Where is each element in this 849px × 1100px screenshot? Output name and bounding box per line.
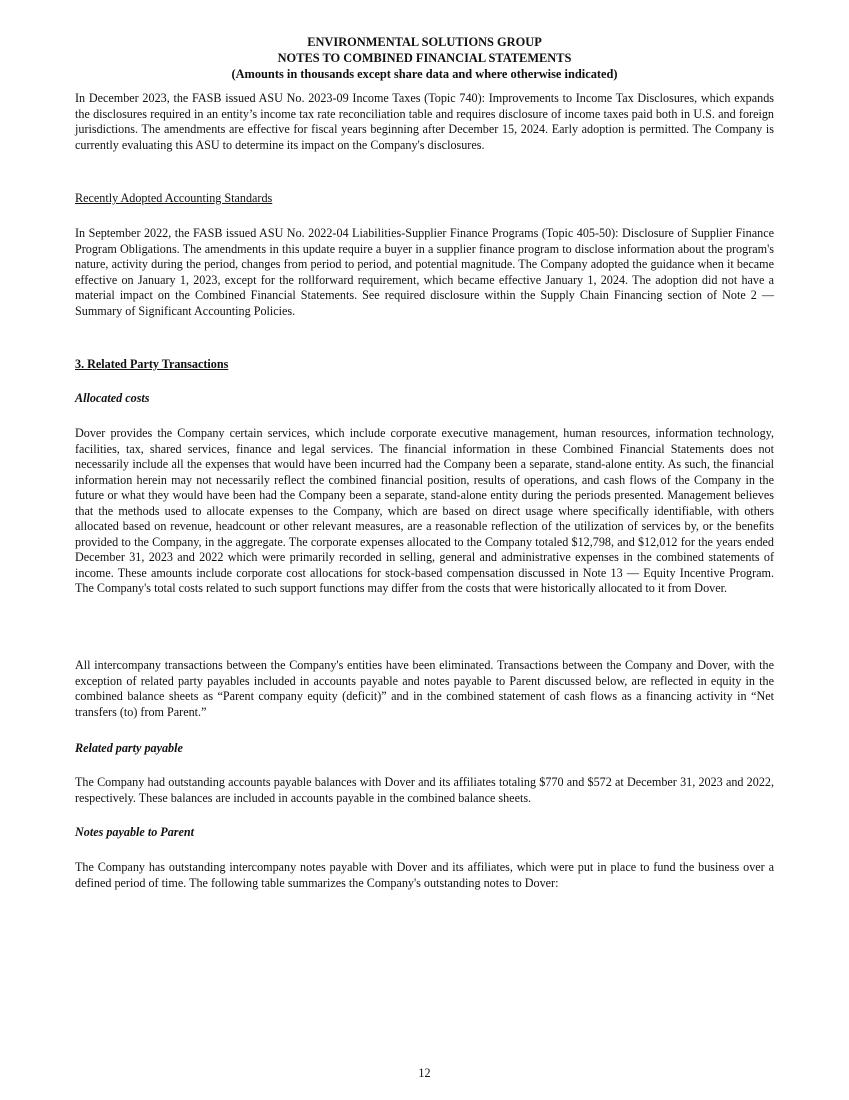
- company-name: ENVIRONMENTAL SOLUTIONS GROUP: [307, 35, 542, 49]
- document-title: NOTES TO COMBINED FINANCIAL STATEMENTS: [277, 51, 572, 65]
- document-subtitle: (Amounts in thousands except share data and where otherwise indicated): [231, 67, 618, 81]
- recently-adopted-heading: Recently Adopted Accounting Standards: [75, 191, 273, 205]
- related-party-payable-heading: Related party payable: [75, 741, 183, 755]
- paragraph-notes-payable: The Company has outstanding intercompany notes payable with Dover and its affiliates, which were put in place to fund the business over a defined period of time. The following table summarizes the Company's outstanding notes to Dover:: [75, 860, 774, 890]
- page-number: 12: [418, 1066, 431, 1080]
- paragraph-asu-2023-09: In December 2023, the FASB issued ASU No. 2023-09 Income Taxes (Topic 740): Improvements to Income Tax Disclosures, which expands the disclosures required in an entity’s income tax rate reconciliation table and requires disclosure of income taxes paid both in U.S. and foreign jurisdictions. The amendments are effective for fiscal years beginning after December 15, 2024. Early adoption is permitted. The Company is currently evaluating this ASU to determine its impact on the Company's disclosures.: [75, 91, 774, 152]
- paragraph-allocated-costs: Dover provides the Company certain services, which include corporate executive management, human resources, information technology, facilities, tax, shared services, finance and legal services. The financial information in these Combined Financial Statements does not necessarily include all the expenses that would have been incurred had the Company been a separate, stand-alone entity. As such, the financial information herein may not necessarily reflect the combined financial position, results of operations, and cash flows of the Company in the future or what they would have been had the Company been a separate, stand-alone entity during the periods presented. Management believes that the methods used to allocate expenses to the Company, which are based on direct usage where specifically identifiable, with others allocated based on revenue, headcount or other relevant measures, are a reasonable reflection of the utilization of services by, or the benefits provided to the Company, in the aggregate. The corporate expenses allocated to the Company totaled $12,798, and $12,012 for the years ended December 31, 2023 and 2022 which were primarily recorded in selling, general and administrative expenses in the combined statements of income. These amounts include corporate cost allocations for stock-based compensation discussed in Note 13 — Equity Incentive Program. The Company's total costs related to such support functions may differ from the costs that were historically allocated to it from Dover.: [75, 426, 774, 596]
- section-heading-related-party: 3. Related Party Transactions: [75, 357, 229, 371]
- paragraph-related-party-payable: The Company had outstanding accounts payable balances with Dover and its affiliates totaling $770 and $572 at December 31, 2023 and 2022, respectively. These balances are included in accounts payable in the combined balance sheets.: [75, 775, 774, 805]
- paragraph-asu-2022-04: In September 2022, the FASB issued ASU No. 2022-04 Liabilities-Supplier Finance Programs (Topic 405-50): Disclosure of Supplier Finance Program Obligations. The amendments in this update require a buyer in a supplier finance program to disclose information about the program's nature, activity during the period, changes from period to period, and potential magnitude. The Company adopted the guidance when it became effective on January 1, 2023, except for the rollforward requirement, which became effective January 1, 2024. The adoption did not have a material impact on the Combined Financial Statements. See required disclosure within the Supply Chain Financing section of Note 2 — Summary of Significant Accounting Policies.: [75, 226, 774, 318]
- paragraph-intercompany: All intercompany transactions between the Company's entities have been eliminated. Transactions between the Company and Dover, with the exception of related party payables included in accounts payable and notes payable to Parent discussed below, are reflected in equity in the combined balance sheets as “Parent company equity (deficit)” and in the combined statement of cash flows as a financing activity in “Net transfers (to) from Parent.”: [75, 658, 774, 719]
- page-header: [75, 34, 774, 82]
- allocated-costs-heading: Allocated costs: [75, 391, 150, 405]
- document-page: [75, 0, 774, 1100]
- notes-payable-heading: Notes payable to Parent: [75, 825, 195, 839]
